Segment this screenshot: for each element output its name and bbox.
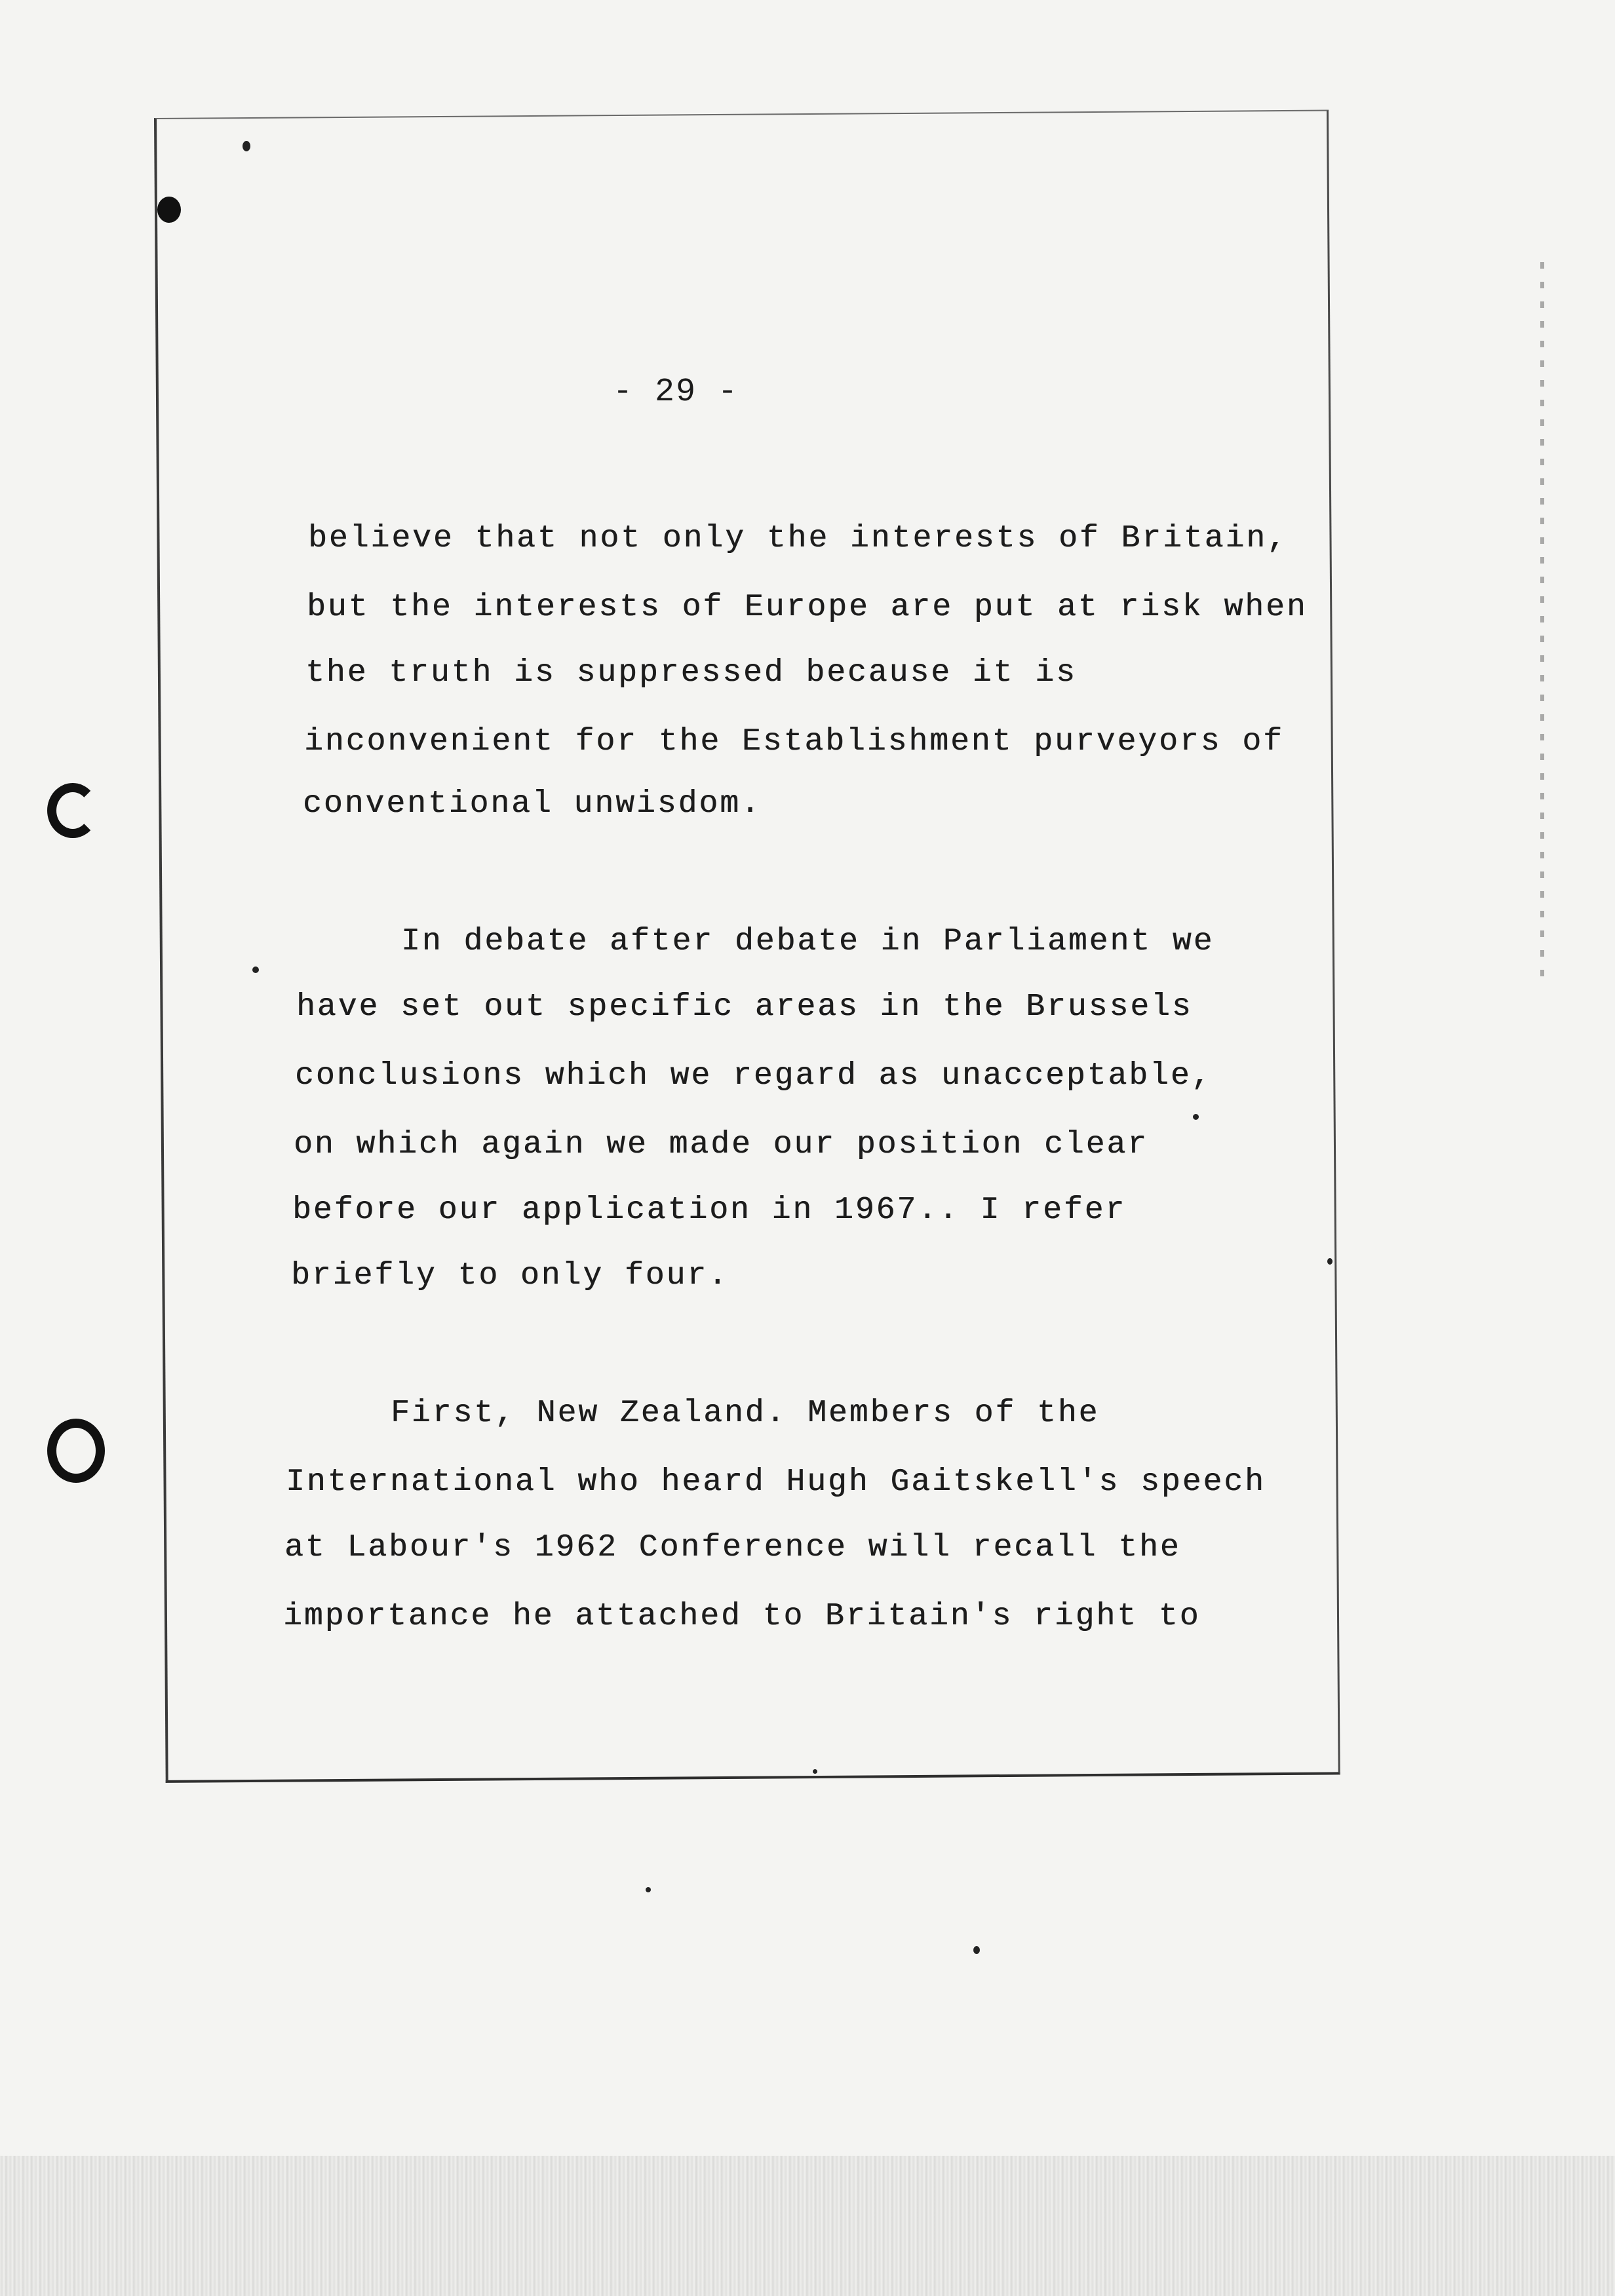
text-line: conclusions which we regard as unacceptable, <box>295 1058 1213 1094</box>
text-line: First, New Zealand. Members of the <box>391 1396 1100 1431</box>
text-line: importance he attached to Britain's right to <box>283 1599 1201 1634</box>
scan-edge-artifact <box>1540 262 1544 983</box>
text-line: inconvenient for the Establishment purveyors of <box>304 724 1284 759</box>
text-line: In debate after debate in Parliament we <box>401 924 1215 959</box>
scan-noise-strip <box>0 2156 1615 2296</box>
text-line: the truth is suppressed because it is <box>305 655 1077 691</box>
text-line: believe that not only the interests of Britain, <box>308 521 1288 556</box>
text-line: International who heard Hugh Gaitskell's speech <box>286 1464 1266 1500</box>
punch-hole-bottom <box>47 1419 105 1483</box>
punch-hole-middle <box>47 783 98 838</box>
text-line: on which again we made our position clear <box>294 1127 1148 1162</box>
text-line: but the interests of Europe are put at risk when <box>307 590 1308 625</box>
page-number: - 29 - <box>613 373 739 411</box>
text-line: before our application in 1967.. I refer <box>292 1193 1127 1228</box>
text-line: briefly to only four. <box>291 1258 729 1293</box>
text-line: have set out specific areas in the Brussels <box>296 989 1193 1025</box>
text-line: at Labour's 1962 Conference will recall the <box>284 1530 1181 1565</box>
text-line: conventional unwisdom. <box>303 786 762 822</box>
scan-speck <box>646 1887 651 1892</box>
scan-speck <box>973 1946 980 1954</box>
